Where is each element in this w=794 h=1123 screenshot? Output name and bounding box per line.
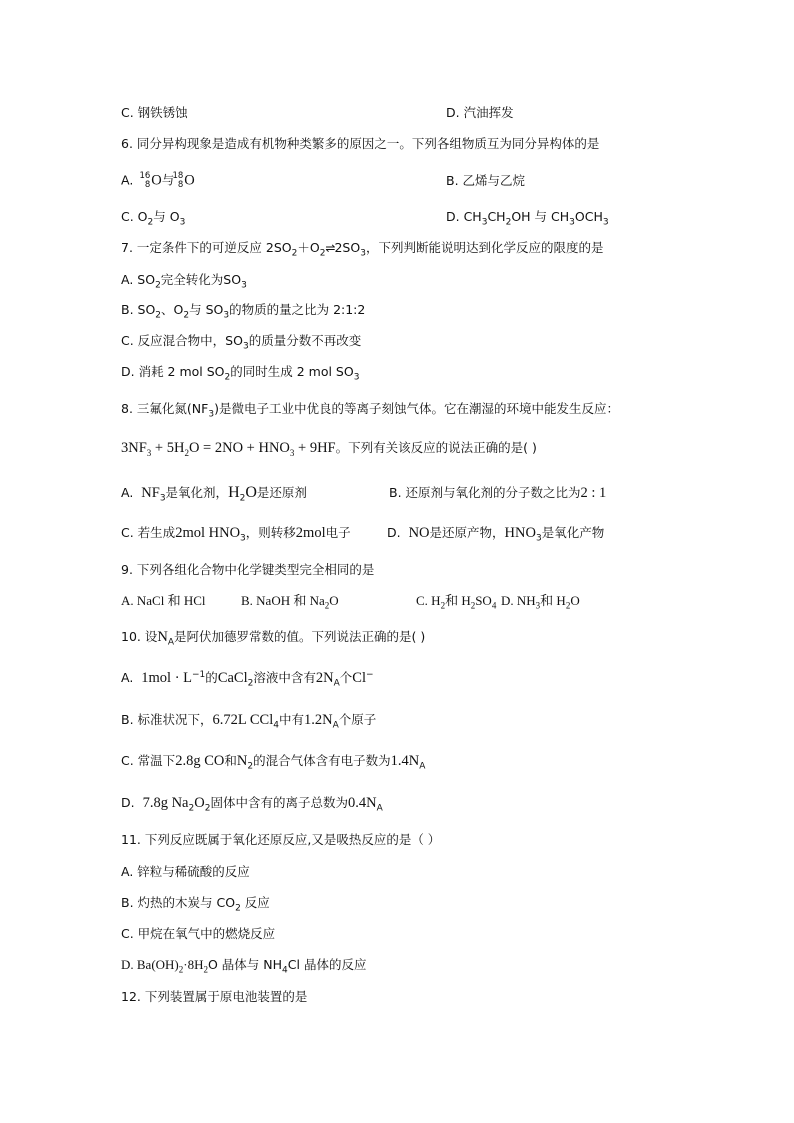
q7-option-b: B. $SO_2$、$O_2$与 $SO_3$的物质的量之比为 2:1:2 — [121, 302, 366, 321]
q8-stem: 8. 三氟化氮$(NF_3)$是微电子工业中优良的等离子刻蚀气体。它在潮湿的环境中能发生反应： — [121, 401, 619, 420]
q12-stem: 12. 下列装置属于原电池装置的是 — [121, 989, 308, 1004]
q10-option-a: A. $1mol \cdot L^{-1}$的CaCl$_2$溶液中含有$2N_A$个Cl− — [121, 669, 374, 689]
q5-option-c: C. 钢铁锈蚀 — [121, 105, 188, 120]
q10-option-b: B. 标准状况下，6.72L CCl$_4$中有$1.2N_A$个原子 — [121, 712, 377, 731]
q9-stem: 9. 下列各组化合物中化学键类型完全相同的是 — [121, 562, 375, 577]
q9-option-c: C. $H_2$和 $H_2SO_4$ — [416, 593, 497, 611]
q11-option-a: A. 锌粒与稀硫酸的反应 — [121, 864, 250, 879]
q8-option-d: D. NO是还原产物，$HNO_3$是氧化产物 — [387, 525, 605, 544]
q6-option-d: D. $CH_3CH_2OH$ 与 $CH_3OCH_3$ — [446, 209, 609, 228]
q8-equation: $3NF_3 + 5H_2O = 2NO + HNO_3 + 9HF$。下列有关该反应的说法正确的是( ) — [121, 440, 537, 458]
q11-stem: 11. 下列反应既属于氧化还原反应,又是吸热反应的是（ ） — [121, 832, 441, 847]
q8-option-a: A. $NF_3$是氧化剂，$H_2O$是还原剂 — [121, 484, 307, 504]
q10-option-d: D. 7.8g $Na_2O_2$固体中含有的离子总数为$0.4N_A$ — [121, 795, 383, 814]
q7-option-d: D. 消耗 2 mol $SO_2$的同时生成 2 mol $SO_3$ — [121, 364, 360, 383]
q7-option-a: A. $SO_2$完全转化为$SO_3$ — [121, 272, 247, 291]
q6-option-a: A. 16 8 O与 18 8 O — [121, 171, 195, 190]
q11-option-c: C. 甲烷在氧气中的燃烧反应 — [121, 926, 276, 941]
q6-option-c: C. $O_2$与 $O_3$ — [121, 209, 186, 228]
q7-option-c: C. 反应混合物中，$SO_3$的质量分数不再改变 — [121, 333, 362, 352]
q9-option-a: A. NaCl 和 HCl — [121, 593, 206, 608]
q6-stem: 6. 同分异构现象是造成有机物种类繁多的原因之一。下列各组物质互为同分异构体的是 — [121, 136, 600, 151]
q5-option-d: D. 汽油挥发 — [446, 105, 514, 120]
q10-option-c: C. 常温下2.8g CO和$N_2$的混合气体含有电子数为$1.4N_A$ — [121, 753, 426, 772]
q10-stem: 10. 设$N_A$是阿伏加德罗常数的值。下列说法正确的是( ) — [121, 629, 426, 648]
q11-option-d: D. $Ba(OH)_2\cdot 8H_2O$ 晶体与 $NH_4Cl$ 晶体的反应 — [121, 957, 367, 976]
q11-option-b: B. 灼热的木炭与 $CO_2$ 反应 — [121, 895, 270, 914]
q9-option-b: B. NaOH 和 $Na_2O$ — [241, 593, 339, 611]
q7-stem: 7. 一定条件下的可逆反应 $2SO_2+O_2\rightleftharpoons 2SO_3$，下列判断能说明达到化学反应的限度的是 — [121, 240, 604, 259]
q9-option-d: D. $NH_3$和 $H_2O$ — [501, 593, 580, 611]
q8-option-b: B. 还原剂与氧化剂的分子数之比为2 : 1 — [389, 485, 607, 501]
q8-option-c: C. 若生成2mol $HNO_3$，则转移2mol电子 — [121, 525, 351, 544]
equilibrium-arrow-icon: ⇌ — [325, 241, 335, 255]
q6-option-b: B. 乙烯与乙烷 — [446, 173, 526, 188]
